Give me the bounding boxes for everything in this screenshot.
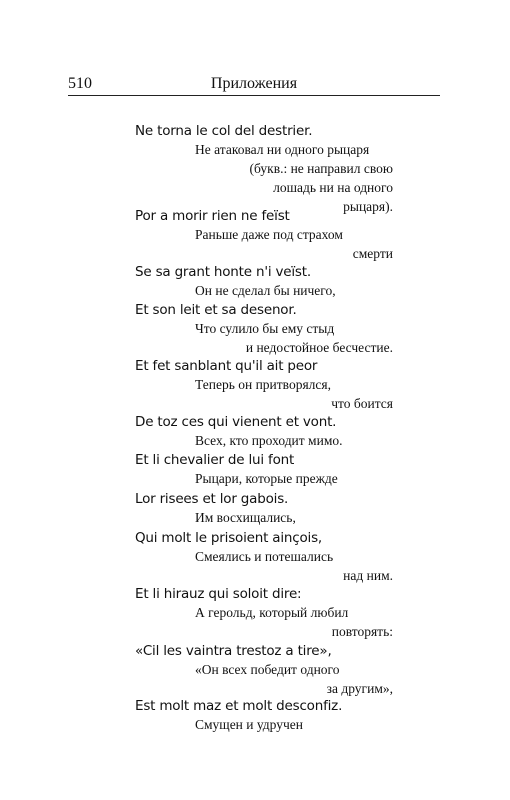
old-french-line: Lor risees et lor gabois. bbox=[135, 491, 289, 507]
old-french-line: Se sa grant honte n'i veïst. bbox=[135, 264, 311, 280]
stanza bbox=[135, 207, 393, 263]
old-french-line: Qui molt le prisoient ainçois, bbox=[135, 530, 323, 546]
translation-line: Всех, кто проходит мимо. bbox=[195, 433, 343, 448]
old-french-line: Et fet sanblant qu'il ait peor bbox=[135, 358, 318, 374]
translation-line: Раньше даже под страхом bbox=[195, 227, 343, 242]
translation-line: Им восхищались, bbox=[195, 510, 296, 525]
stanza bbox=[135, 529, 393, 585]
translation-line: Он не сделал бы ничего, bbox=[195, 283, 336, 298]
stanza bbox=[135, 642, 393, 698]
stanza bbox=[135, 451, 393, 488]
page-header bbox=[68, 73, 440, 96]
stanza bbox=[135, 585, 393, 641]
stanza bbox=[135, 697, 393, 734]
translation-line: Смеялись и потешались bbox=[195, 549, 334, 564]
translation-line: за другим», bbox=[326, 681, 393, 696]
old-french-line: De toz ces qui vienent et vont. bbox=[135, 414, 337, 430]
translation-line: рыцаря). bbox=[343, 199, 393, 214]
translation-line: смерти bbox=[352, 246, 393, 261]
translation-line: Не атаковал ни одного рыцаря bbox=[195, 142, 370, 157]
translation-line: Смущен и удручен bbox=[195, 717, 303, 732]
old-french-line: Et li hirauz qui soloit dire: bbox=[135, 586, 302, 602]
translation-line: лошадь ни на одного bbox=[273, 180, 393, 195]
translation-line: что боится bbox=[331, 396, 393, 411]
translation-line: и недостойное бесчестие. bbox=[245, 340, 393, 355]
translation-line: А герольд, который любил bbox=[195, 605, 349, 620]
old-french-line: Ne torna le col del destrier. bbox=[135, 123, 313, 139]
translation-line: (букв.: не направил свою bbox=[249, 161, 393, 176]
stanza bbox=[135, 490, 393, 527]
stanza bbox=[135, 413, 393, 450]
translation-line: Рыцари, которые прежде bbox=[195, 471, 338, 486]
page-number: 510 bbox=[68, 75, 92, 92]
translation-line: Теперь он притворялся, bbox=[195, 377, 331, 392]
old-french-line: «Cil les vaintra trestoz a tire», bbox=[135, 643, 332, 659]
stanza bbox=[135, 263, 393, 300]
old-french-line: Por a morir rien ne feïst bbox=[135, 208, 290, 224]
translation-line: повторять: bbox=[331, 624, 393, 639]
old-french-line: Et li chevalier de lui font bbox=[135, 452, 295, 468]
translation-line: над ним. bbox=[343, 568, 393, 583]
old-french-line: Et son leit et sa desenor. bbox=[135, 302, 297, 318]
stanza bbox=[135, 122, 393, 216]
running-title: Приложения bbox=[210, 75, 298, 92]
translation-line: Что сулило бы ему стыд bbox=[195, 321, 335, 336]
stanza bbox=[135, 301, 393, 357]
stanza bbox=[135, 357, 393, 413]
translation-line: «Он всех победит одного bbox=[195, 662, 340, 677]
old-french-line: Est molt maz et molt desconfiz. bbox=[135, 698, 343, 714]
